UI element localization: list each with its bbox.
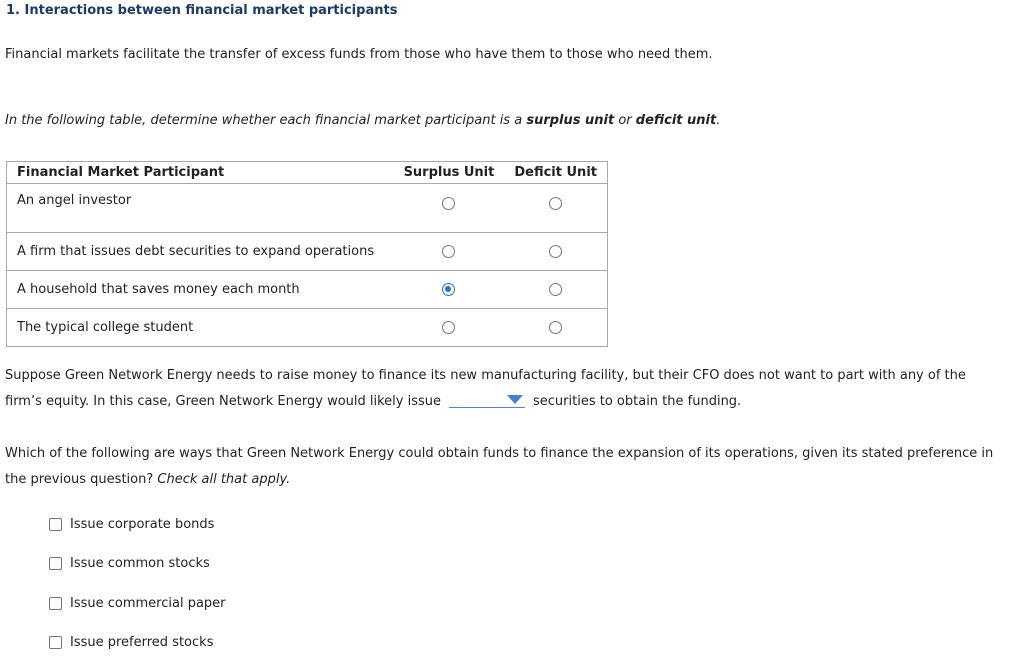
checkbox[interactable] — [49, 597, 62, 610]
surplus-radio[interactable] — [442, 321, 455, 334]
instruction-prefix: In the following table, determine whether each financial market participant is a — [5, 113, 527, 128]
option-label: Issue preferred stocks — [70, 635, 214, 650]
question3-text — [5, 441, 1015, 493]
option-label: Issue corporate bonds — [70, 517, 215, 532]
row-label: An angel investor — [7, 184, 394, 233]
question2-text — [5, 363, 1005, 415]
surplus-cell — [394, 309, 505, 347]
option-corporate-bonds[interactable] — [49, 517, 214, 532]
deficit-radio[interactable] — [549, 321, 562, 334]
securities-dropdown[interactable] — [449, 393, 525, 408]
surplus-cell — [394, 271, 505, 309]
instruction-surplus: surplus unit — [526, 113, 615, 128]
instruction-text — [5, 108, 720, 134]
instruction-suffix: . — [716, 113, 721, 128]
deficit-radio[interactable] — [549, 197, 562, 210]
chevron-down-icon — [507, 395, 523, 404]
intro-text: Financial markets facilitate the transfer of excess funds from those who have them to those who need them. — [5, 47, 713, 62]
option-commercial-paper[interactable] — [49, 596, 226, 611]
surplus-cell — [394, 184, 505, 233]
checkbox[interactable] — [49, 636, 62, 649]
surplus-radio[interactable] — [442, 197, 455, 210]
table-row — [7, 184, 608, 233]
table-header-row — [7, 162, 608, 184]
deficit-cell — [504, 184, 607, 233]
deficit-cell — [504, 271, 607, 309]
option-label: Issue commercial paper — [70, 596, 226, 611]
table-row — [7, 233, 608, 271]
question2-before: firm’s equity. In this case, Green Network Energy would likely issue — [5, 394, 442, 409]
surplus-cell — [394, 233, 505, 271]
deficit-radio[interactable] — [549, 283, 562, 296]
option-preferred-stocks[interactable] — [49, 635, 213, 650]
checkbox[interactable] — [49, 518, 62, 531]
instruction-deficit: deficit unit — [635, 113, 717, 128]
option-label: Issue common stocks — [70, 556, 210, 571]
header-deficit: Deficit Unit — [504, 162, 607, 184]
checkbox[interactable] — [49, 557, 62, 570]
question2-line1: Suppose Green Network Energy needs to raise money to finance its new manufacturing facility, but their CFO does not want to part with any of the — [5, 368, 966, 383]
table-row — [7, 309, 608, 347]
surplus-radio[interactable] — [442, 283, 455, 296]
row-label: A firm that issues debt securities to expand operations — [7, 233, 394, 271]
deficit-cell — [504, 233, 607, 271]
question3-body: Which of the following are ways that Green Network Energy could obtain funds to finance the expansion of its operations, given its stated preference in the previous question? — [5, 446, 994, 487]
page-title: 1. Interactions between financial market participants — [6, 3, 398, 18]
table-row — [7, 271, 608, 309]
question3-emphasis: Check all that apply. — [157, 472, 291, 487]
deficit-radio[interactable] — [549, 245, 562, 258]
option-common-stocks[interactable] — [49, 556, 210, 571]
header-surplus: Surplus Unit — [394, 162, 505, 184]
row-label: The typical college student — [7, 309, 394, 347]
header-participant: Financial Market Participant — [7, 162, 394, 184]
participant-table — [6, 161, 608, 347]
deficit-cell — [504, 309, 607, 347]
question2-after: securities to obtain the funding. — [533, 394, 742, 409]
row-label: A household that saves money each month — [7, 271, 394, 309]
instruction-or: or — [614, 113, 636, 128]
surplus-radio[interactable] — [442, 245, 455, 258]
